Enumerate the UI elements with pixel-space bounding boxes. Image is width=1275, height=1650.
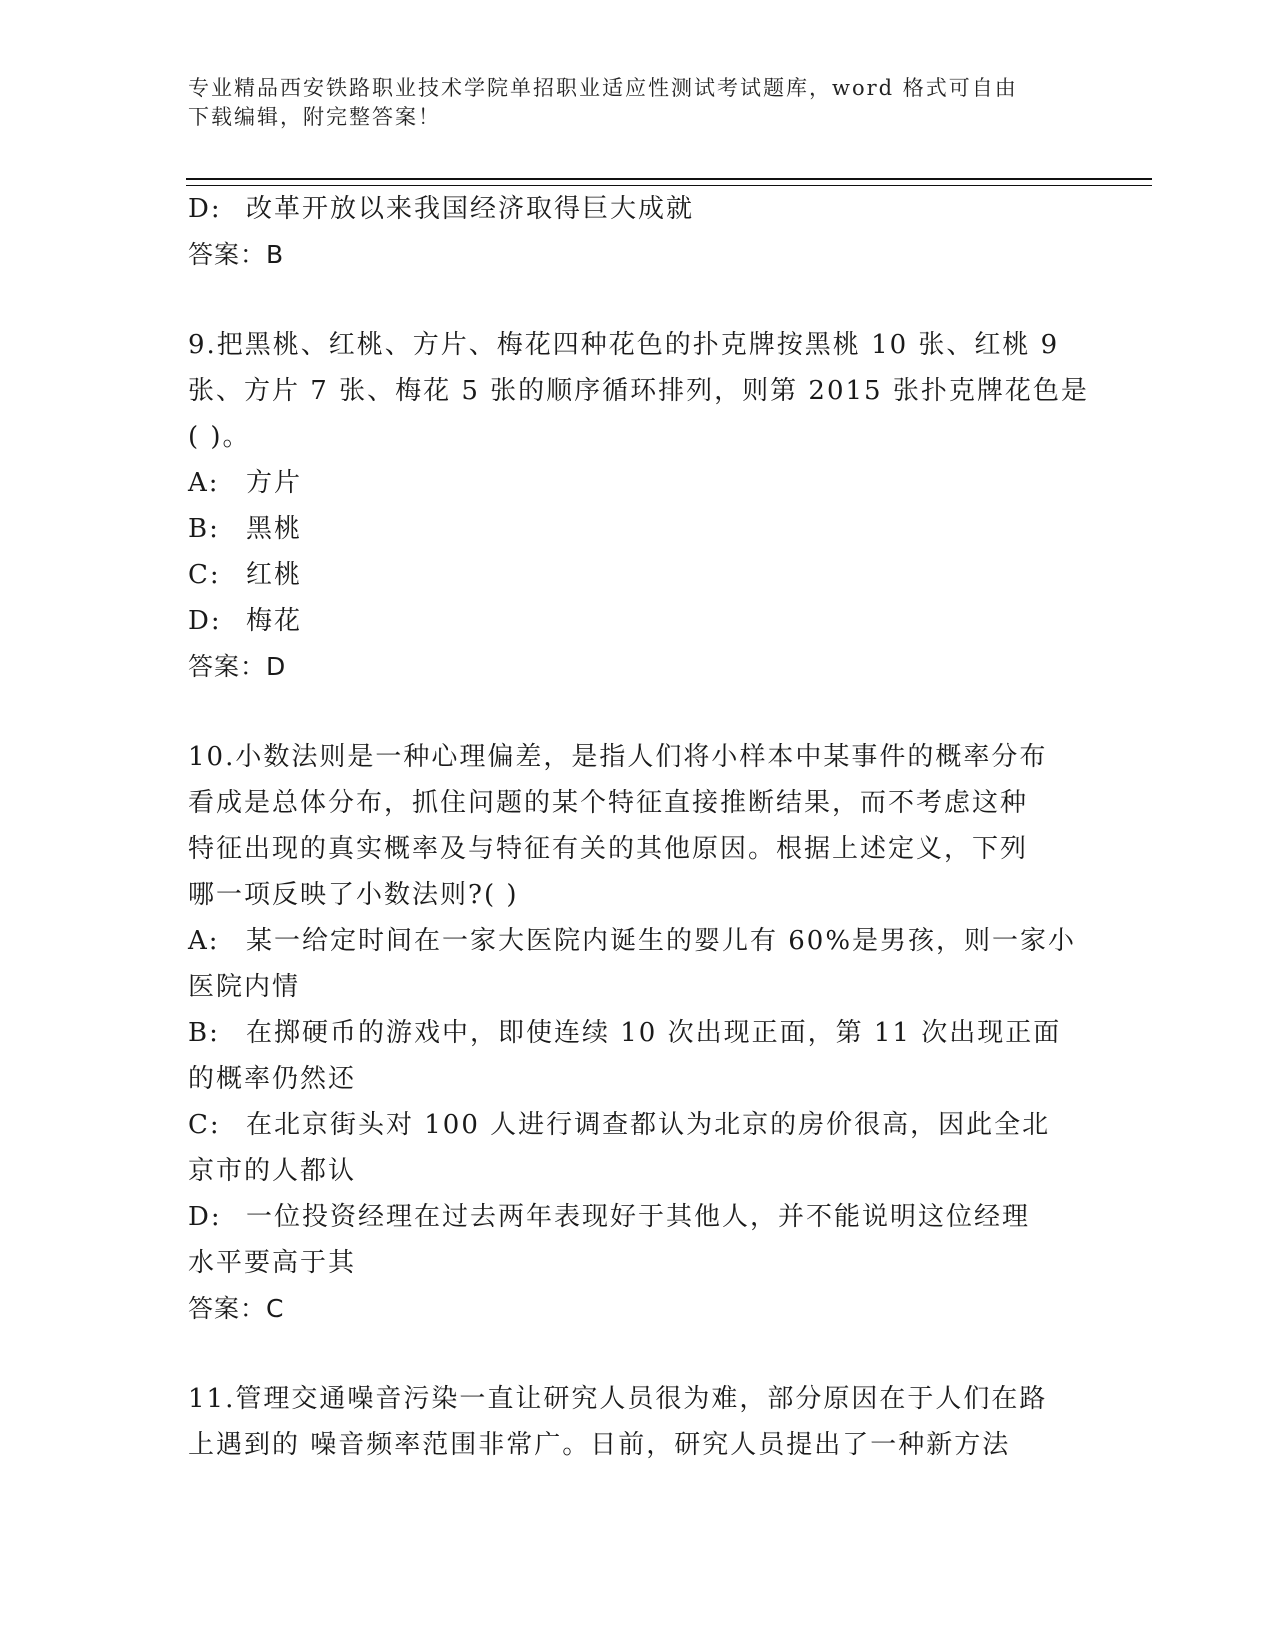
option-letter: D: (188, 194, 222, 224)
question-line: 看成是总体分布，抓住问题的某个特征直接推断结果，而不考虑这种 (188, 788, 1029, 818)
option-continuation: 京市的人都认 (188, 1156, 357, 1186)
option-c (188, 1102, 1088, 1148)
question-line: 上遇到的 噪音频率范围非常广。日前，研究人员提出了一种新方法 (188, 1430, 1011, 1460)
option-text: 方片 (246, 468, 303, 498)
option-letter: D: (188, 606, 222, 636)
prev-option-d (188, 186, 1088, 232)
header-line-1: 专业精品西安铁路职业技术学院单招职业适应性测试考试题库，word 格式可自由 (188, 76, 1018, 100)
option-c (188, 552, 1088, 598)
prev-answer: 答案：B (188, 240, 285, 269)
header-line-2: 下载编辑，附完整答案！ (188, 105, 441, 129)
option-letter: B: (188, 514, 220, 544)
option-text: 在北京街头对 100 人进行调查都认为北京的房价很高，因此全北 (246, 1110, 1051, 1140)
option-text: 梅花 (246, 606, 303, 636)
page-header (188, 74, 1068, 132)
question-line: 哪一项反映了小数法则?( ) (188, 880, 519, 910)
option-continuation: 水平要高于其 (188, 1248, 357, 1278)
question-line: 张、方片 7 张、梅花 5 张的顺序循环排列，则第 2015 张扑克牌花色是 (188, 376, 1089, 406)
option-letter: A: (188, 926, 220, 956)
option-a (188, 918, 1088, 964)
question-9 (188, 322, 1088, 690)
option-continuation: 的概率仍然还 (188, 1064, 357, 1094)
option-d (188, 1194, 1088, 1240)
option-letter: D: (188, 1202, 222, 1232)
option-text: 改革开放以来我国经济取得巨大成就 (246, 194, 695, 224)
spacer (188, 690, 1088, 734)
option-letter: C: (188, 560, 221, 590)
option-letter: B: (188, 1018, 220, 1048)
answer: 答案：D (188, 652, 287, 681)
header-divider (186, 178, 1152, 186)
option-text: 一位投资经理在过去两年表现好于其他人，并不能说明这位经理 (246, 1202, 1031, 1232)
question-10 (188, 734, 1088, 1332)
answer: 答案：C (188, 1294, 285, 1323)
question-11 (188, 1376, 1088, 1468)
document-body (188, 186, 1088, 1468)
question-line: 特征出现的真实概率及与特征有关的其他原因。根据上述定义，下列 (188, 834, 1029, 864)
option-text: 某一给定时间在一家大医院内诞生的婴儿有 60%是男孩，则一家小 (246, 926, 1077, 956)
option-text: 在掷硬币的游戏中，即使连续 10 次出现正面，第 11 次出现正面 (246, 1018, 1062, 1048)
question-line: 9.把黑桃、红桃、方片、梅花四种花色的扑克牌按黑桃 10 张、红桃 9 (188, 330, 1060, 360)
option-d (188, 598, 1088, 644)
question-line: 11.管理交通噪音污染一直让研究人员很为难，部分原因在于人们在路 (188, 1384, 1048, 1414)
question-line: ( )。 (188, 422, 251, 452)
option-letter: A: (188, 468, 220, 498)
option-text: 红桃 (246, 560, 303, 590)
option-letter: C: (188, 1110, 221, 1140)
spacer (188, 278, 1088, 322)
question-line: 10.小数法则是一种心理偏差，是指人们将小样本中某事件的概率分布 (188, 742, 1048, 772)
option-a (188, 460, 1088, 506)
spacer (188, 1332, 1088, 1376)
option-b (188, 1010, 1088, 1056)
option-text: 黑桃 (246, 514, 303, 544)
option-b (188, 506, 1088, 552)
option-continuation: 医院内情 (188, 972, 301, 1002)
